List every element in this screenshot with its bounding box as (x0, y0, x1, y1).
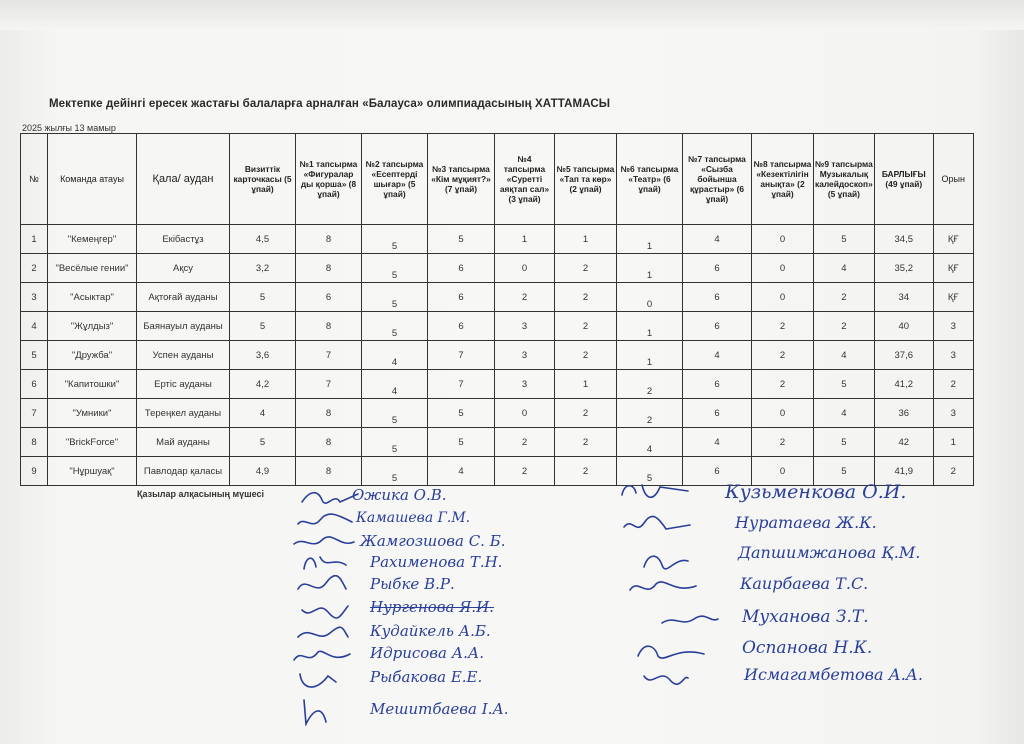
jury-name-right: Дапшимжанова Қ.М. (738, 543, 921, 562)
table-row (21, 283, 974, 312)
jury-name-right: Исмагамбетова А.А. (744, 665, 923, 684)
jury-name-left: Нургенова Я.И. (370, 598, 494, 616)
table-cell: 4 (683, 341, 752, 370)
table-cell: Баянауыл ауданы (137, 312, 230, 341)
header-cell: №1 тапсырма «Фигуралар ды қорша» (8 ұпай) (296, 134, 362, 225)
jury-name-right: Кузьменкова О.И. (725, 481, 907, 503)
table-cell: 0 (752, 399, 814, 428)
table-cell: 4 (683, 428, 752, 457)
table-cell-value: 2 (646, 385, 653, 397)
table-cell-value: 5 (391, 472, 398, 484)
table-cell: 2 (555, 399, 617, 428)
table-cell: 7 (296, 341, 362, 370)
table-cell: 4 (814, 254, 875, 283)
jury-name-right: Нуратаева Ж.К. (735, 513, 877, 532)
table-cell: 2 (933, 457, 973, 486)
table-cell: 1 (21, 225, 48, 254)
header-cell: № (21, 134, 48, 225)
table-cell: "Капитошки" (48, 370, 137, 399)
table-cell: 3 (933, 312, 973, 341)
table-cell: 8 (296, 225, 362, 254)
table-cell: Тереңкел ауданы (137, 399, 230, 428)
table-cell: 2 (752, 312, 814, 341)
table-cell: 1 (933, 428, 973, 457)
table-cell: Павлодар қаласы (137, 457, 230, 486)
table-header-row (21, 134, 974, 225)
table-cell: 4 (21, 312, 48, 341)
table-cell: 2 (495, 457, 555, 486)
table-cell (362, 341, 428, 370)
table-cell (362, 283, 428, 312)
document-title: Мектепке дейінгі ересек жастағы балаларға арналған «Балауса» олимпиадасының ХАТТАМАСЫ (49, 98, 611, 110)
table-cell: 3 (21, 283, 48, 312)
table-cell: Ақтоғай ауданы (137, 283, 230, 312)
table-cell: 5 (814, 428, 875, 457)
header-cell: №8 тапсырма «Кезектілігін анықта» (2 ұпай) (752, 134, 814, 225)
table-cell: 6 (428, 254, 495, 283)
table-cell: "Весёлые гении" (48, 254, 137, 283)
table-cell: 41,9 (874, 457, 933, 486)
header-cell: Қала/ аудан (137, 134, 230, 225)
table-cell: Ертіс ауданы (137, 370, 230, 399)
table-cell: "BrickForce" (48, 428, 137, 457)
table-cell-value: 1 (646, 356, 653, 368)
table-cell-value: 5 (391, 240, 398, 252)
signature-scribble-icon (296, 575, 348, 603)
table-cell: 0 (752, 225, 814, 254)
table-cell: "Жұлдыз" (48, 312, 137, 341)
table-cell: 7 (21, 399, 48, 428)
table-cell: 1 (555, 370, 617, 399)
table-cell: 0 (752, 457, 814, 486)
table-cell: ҚҒ (933, 283, 973, 312)
table-cell: 4,2 (230, 370, 296, 399)
table-cell (617, 283, 683, 312)
results-table (20, 133, 974, 486)
jury-name-left: Жамгозшова С. Б. (360, 532, 506, 550)
table-cell: 6 (683, 312, 752, 341)
table-cell: 2 (555, 254, 617, 283)
table-cell-value: 5 (646, 472, 653, 484)
signature-scribble-icon (620, 481, 690, 509)
signature-scribble-icon (640, 666, 690, 694)
table-cell (362, 457, 428, 486)
table-cell: 3 (933, 341, 973, 370)
table-cell: 0 (495, 399, 555, 428)
table-cell: 6 (683, 399, 752, 428)
table-cell: 2 (933, 370, 973, 399)
table-cell: 4 (428, 457, 495, 486)
table-cell: 3 (495, 370, 555, 399)
table-cell: 6 (296, 283, 362, 312)
table-cell-value: 1 (646, 269, 653, 281)
signature-scribble-icon (300, 600, 350, 628)
table-cell: 2 (752, 341, 814, 370)
header-cell: №6 тапсырма «Театр» (6 ұпай) (617, 134, 683, 225)
jury-name-right: Каирбаева Т.С. (740, 574, 869, 593)
table-cell-value: 5 (391, 298, 398, 310)
table-cell: Екібастұз (137, 225, 230, 254)
table-cell: 35,2 (874, 254, 933, 283)
document-date: 2025 жылғы 13 мамыр (22, 123, 116, 133)
table-cell (617, 254, 683, 283)
jury-name-right: Оспанова Н.К. (742, 638, 873, 658)
table-cell: 5 (814, 457, 875, 486)
table-cell: "Кемеңгер" (48, 225, 137, 254)
table-row (21, 225, 974, 254)
table-cell: 3,2 (230, 254, 296, 283)
table-cell (617, 225, 683, 254)
table-cell: "Нұршуақ" (48, 457, 137, 486)
signature-scribble-icon (298, 670, 338, 698)
table-row (21, 428, 974, 457)
table-cell: ҚҒ (933, 225, 973, 254)
jury-name-left: Камашева Г.М. (356, 510, 471, 526)
table-cell: 41,2 (874, 370, 933, 399)
table-row (21, 370, 974, 399)
table-cell: 9 (21, 457, 48, 486)
table-cell (617, 399, 683, 428)
table-cell: 8 (296, 312, 362, 341)
table-row (21, 341, 974, 370)
table-cell: 34,5 (874, 225, 933, 254)
jury-label: Қазылар алқасының мүшесі (137, 489, 265, 499)
jury-name-left: Идрисова А.А. (370, 644, 484, 662)
table-cell: 8 (21, 428, 48, 457)
table-cell-value: 4 (391, 385, 398, 397)
header-cell: №3 тапсырма «Кім мұқият?» (7 ұпай) (428, 134, 495, 225)
signature-scribble-icon (300, 698, 330, 726)
table-cell: 4 (814, 341, 875, 370)
table-cell: 6 (683, 370, 752, 399)
table-cell (362, 312, 428, 341)
table-cell: 2 (814, 283, 875, 312)
table-cell: 2 (495, 428, 555, 457)
signature-scribble-icon (628, 576, 698, 604)
table-cell (617, 428, 683, 457)
table-cell: 3,6 (230, 341, 296, 370)
table-cell (617, 370, 683, 399)
table-cell-value: 2 (646, 414, 653, 426)
table-row (21, 254, 974, 283)
table-cell: 2 (555, 428, 617, 457)
table-cell: 2 (752, 370, 814, 399)
table-cell: "Асыктар" (48, 283, 137, 312)
table-row (21, 312, 974, 341)
table-cell: 7 (296, 370, 362, 399)
table-cell: 5 (814, 225, 875, 254)
jury-name-left: Рахименова Т.Н. (370, 553, 503, 571)
table-cell: 8 (296, 457, 362, 486)
table-cell: 2 (814, 312, 875, 341)
table-cell: 6 (21, 370, 48, 399)
table-cell: 8 (296, 254, 362, 283)
table-cell: 1 (495, 225, 555, 254)
table-cell: 4 (683, 225, 752, 254)
table-cell: 8 (296, 428, 362, 457)
table-cell: 2 (21, 254, 48, 283)
table-cell: Ақсу (137, 254, 230, 283)
table-cell: 2 (555, 457, 617, 486)
table-cell: 36 (874, 399, 933, 428)
table-cell-value: 5 (391, 269, 398, 281)
table-cell: 5 (230, 312, 296, 341)
table-cell (617, 312, 683, 341)
signature-scribble-icon (660, 611, 720, 639)
table-cell-value: 0 (646, 298, 653, 310)
table-cell-value: 4 (391, 356, 398, 368)
scan-edge (0, 0, 1024, 30)
header-cell: БАРЛЫҒЫ (49 ұпай) (874, 134, 933, 225)
table-cell: 5 (230, 428, 296, 457)
table-cell: 37,6 (874, 341, 933, 370)
table-cell: 6 (683, 254, 752, 283)
table-cell-value: 4 (646, 443, 653, 455)
header-cell: Визиттік карточкасы (5 ұпай) (230, 134, 296, 225)
table-cell: "Умники" (48, 399, 137, 428)
table-cell (362, 370, 428, 399)
jury-name-left: Рыбакова Е.Е. (370, 668, 483, 686)
table-cell: 4,9 (230, 457, 296, 486)
table-cell: 1 (555, 225, 617, 254)
header-cell: №9 тапсырма Музыкалық калейдоскоп» (5 ұпай) (814, 134, 875, 225)
header-cell: №2 тапсырма «Есептерді шығар» (5 ұпай) (362, 134, 428, 225)
table-cell: 5 (814, 370, 875, 399)
table-cell: 6 (683, 283, 752, 312)
jury-name-right: Муханова З.Т. (742, 607, 869, 627)
jury-name-left: Кудайкель А.Б. (370, 622, 491, 640)
table-cell: 4 (230, 399, 296, 428)
jury-name-left: Мешитбаева І.А. (370, 700, 509, 718)
header-cell: Орын (933, 134, 973, 225)
table-cell: 40 (874, 312, 933, 341)
table-cell: 6 (683, 457, 752, 486)
table-cell: 2 (752, 428, 814, 457)
table-cell: 2 (555, 283, 617, 312)
table-row (21, 399, 974, 428)
signature-scribble-icon (622, 515, 692, 543)
table-cell: Май ауданы (137, 428, 230, 457)
table-cell: 7 (428, 341, 495, 370)
table-cell: Успен ауданы (137, 341, 230, 370)
table-cell-value: 1 (646, 327, 653, 339)
table-cell: 0 (752, 283, 814, 312)
table-cell: 2 (495, 283, 555, 312)
jury-name-left: Рыбке В.Р. (370, 575, 455, 593)
header-cell: №4 тапсырма «Суретті аяқтап сал» (3 ұпай) (495, 134, 555, 225)
table-cell: 3 (933, 399, 973, 428)
table-cell: ҚҒ (933, 254, 973, 283)
table-cell: 42 (874, 428, 933, 457)
table-cell: 5 (428, 428, 495, 457)
table-cell (362, 254, 428, 283)
table-cell-value: 5 (391, 327, 398, 339)
table-cell: 0 (495, 254, 555, 283)
table-cell (362, 399, 428, 428)
table-cell: "Дружба" (48, 341, 137, 370)
signature-scribble-icon (640, 551, 690, 579)
table-cell: 6 (428, 312, 495, 341)
table-cell: 5 (230, 283, 296, 312)
table-cell (362, 428, 428, 457)
table-cell: 4,5 (230, 225, 296, 254)
table-cell: 5 (428, 399, 495, 428)
table-cell: 3 (495, 312, 555, 341)
table-cell: 8 (296, 399, 362, 428)
table-cell-value: 5 (391, 443, 398, 455)
table-cell (617, 341, 683, 370)
table-cell: 34 (874, 283, 933, 312)
table-cell: 5 (21, 341, 48, 370)
table-cell (362, 225, 428, 254)
table-cell: 5 (428, 225, 495, 254)
header-cell: Команда атауы (48, 134, 137, 225)
jury-name-left: Ожика О.В. (352, 486, 447, 504)
table-cell: 4 (814, 399, 875, 428)
table-cell: 6 (428, 283, 495, 312)
table-cell: 0 (752, 254, 814, 283)
table-cell: 2 (555, 312, 617, 341)
table-cell-value: 1 (646, 240, 653, 252)
table-cell: 2 (555, 341, 617, 370)
table-cell: 7 (428, 370, 495, 399)
header-cell: №5 тапсырма «Тап та көр» (2 ұпай) (555, 134, 617, 225)
header-cell: №7 тапсырма «Сызба бойынша құрастыр» (6 ұпай) (683, 134, 752, 225)
table-cell: 3 (495, 341, 555, 370)
table-cell-value: 5 (391, 414, 398, 426)
